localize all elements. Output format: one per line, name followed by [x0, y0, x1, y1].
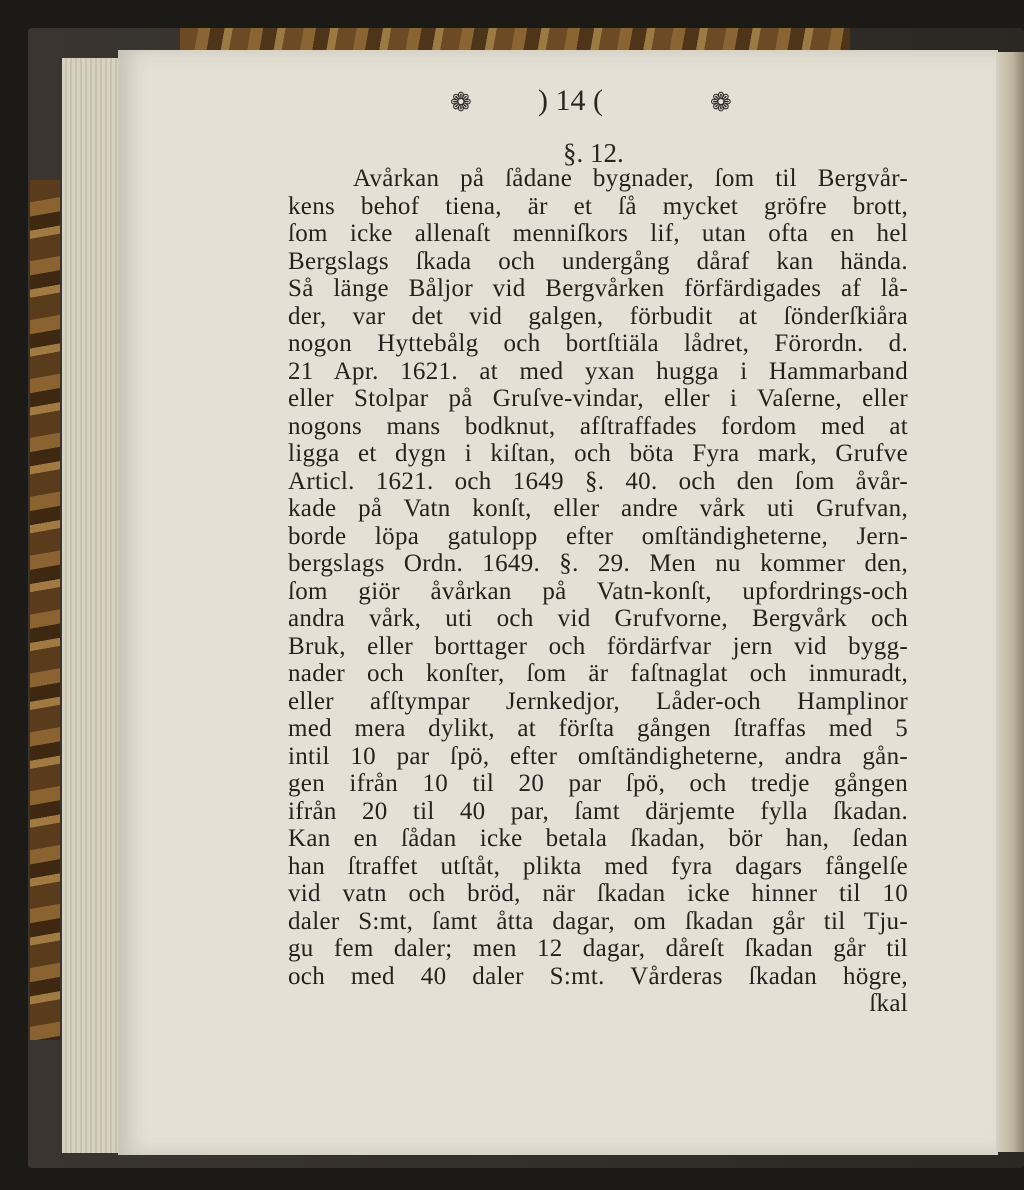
text-line: borde löpa gatulopp efter omſtändigheterne, Jern-	[288, 522, 908, 550]
page-edge-right	[996, 52, 1024, 1152]
body-text	[288, 165, 908, 1018]
text-line: kade på Vatn konſt, eller andre vårk uti Grufvan,	[288, 495, 908, 522]
ornament-right-icon: ❁	[710, 88, 732, 117]
text-line: ligga et dygn i kiſtan, och böta Fyra mark, Grufve	[288, 440, 908, 467]
ornament-left-icon: ❁	[450, 88, 472, 117]
marbled-cover-left	[30, 180, 60, 1040]
text-line: Avårkan på ſådane bygnader, ſom til Bergvår-	[353, 165, 908, 192]
text-line: nogon Hyttebålg och bortſtiäla lådret, Förordn. d.	[288, 330, 908, 357]
text-line: ſom giör åvårkan på Vatn-konſt, upfordrings-och	[288, 577, 908, 605]
text-line: och med 40 daler S:mt. Vårderas ſkadan högre,	[288, 962, 908, 990]
text-line: Så länge Båljor vid Bergvårken förfärdigades af lå-	[288, 275, 908, 302]
catchword: ſkal	[869, 990, 908, 1017]
text-line: vid vatn och bröd, när ſkadan icke hinner til 10	[288, 880, 908, 907]
text-line: ifrån 20 til 40 par, ſamt därjemte fylla ſkadan.	[288, 797, 908, 825]
text-line: han ſtraffet utſtåt, plikta med fyra dagars fångelſe	[288, 852, 908, 880]
page-number: ) 14 (	[538, 84, 603, 117]
page-stack-left	[62, 58, 122, 1153]
text-line: gen ifrån 10 til 20 par ſpö, och tredje gången	[288, 770, 908, 797]
text-line: ſom icke allenaſt menniſkors lif, utan ofta en hel	[288, 220, 908, 247]
text-line: Bergslags ſkada och undergång dåraf kan hända.	[288, 247, 908, 275]
text-line: Articl. 1621. och 1649 §. 40. och den ſom åvår-	[288, 467, 908, 495]
text-line: daler S:mt, ſamt åtta dagar, om ſkadan går til Tju-	[288, 907, 908, 935]
text-line: med mera dylikt, at förſta gången ſtraffas med 5	[288, 715, 908, 742]
text-line: nogons mans bodknut, afſtraffades fordom med at	[288, 412, 908, 440]
text-line: eller Stolpar på Gruſve-vindar, eller i Vaſerne, eller	[288, 385, 908, 412]
text-line: kens behof tiena, är et ſå mycket gröfre brott,	[288, 192, 908, 220]
text-line: nader och konſter, ſom är faſtnaglat och inmuradt,	[288, 660, 908, 687]
text-line: gu fem daler; men 12 dagar, dåreſt ſkadan går til	[288, 935, 908, 962]
section-heading: §. 12.	[563, 138, 624, 168]
text-line: bergslags Ordn. 1649. §. 29. Men nu kommer den,	[288, 550, 908, 577]
text-line: intil 10 par ſpö, efter omſtändigheterne, andra gån-	[288, 742, 908, 770]
text-line: Bruk, eller borttager och fördärfvar jern vid bygg-	[288, 632, 908, 660]
running-header	[440, 84, 770, 124]
text-line: Kan en ſådan icke betala ſkadan, bör han, ſedan	[288, 825, 908, 852]
text-line: der, var det vid galgen, förbudit at ſönderſkiåra	[288, 302, 908, 330]
text-line: andra vårk, uti och vid Grufvorne, Bergvårk och	[288, 605, 908, 632]
text-line: eller afſtympar Jernkedjor, Låder-och Hamplinor	[288, 687, 908, 715]
text-line: 21 Apr. 1621. at med yxan hugga i Hammarband	[288, 357, 908, 385]
